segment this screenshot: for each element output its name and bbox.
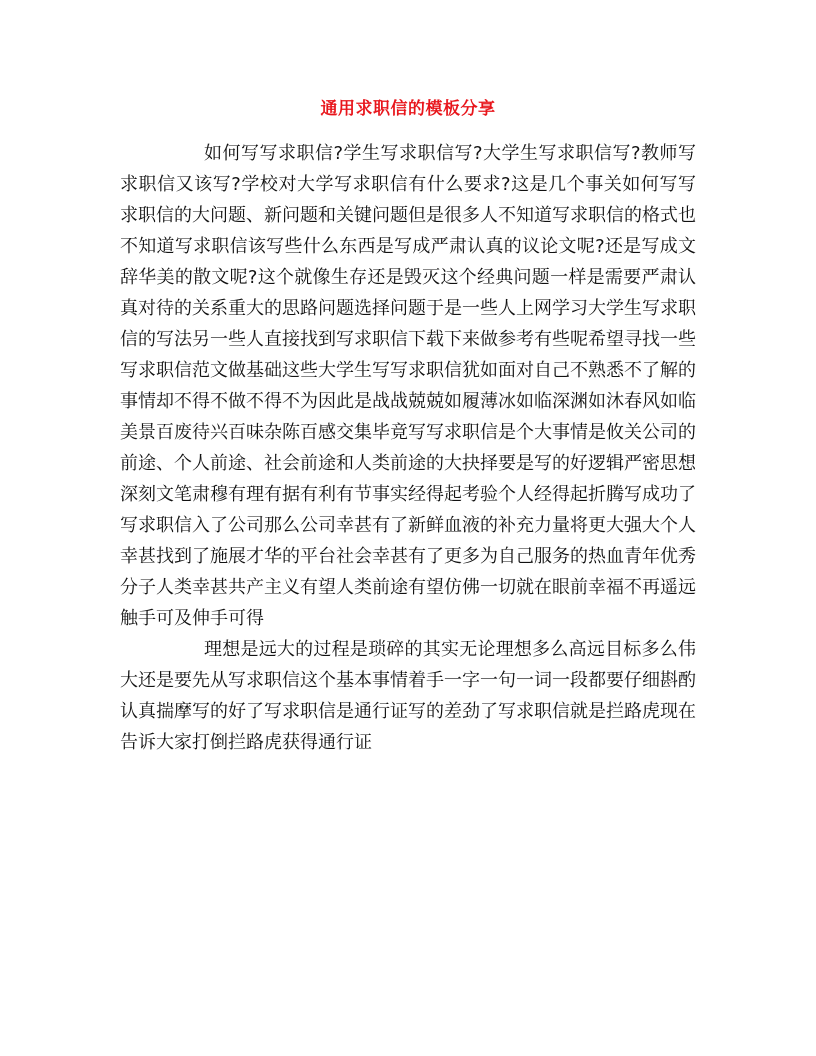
paragraph-1: 如何写写求职信?学生写求职信写?大学生写求职信写?教师写求职信又该写?学校对大学写求职信有什么要求?这是几个事关如何写写求职信的大问题、新问题和关键问题但是很多人不知道写求职信的格式也不知道写求职信该写些什么东西是写成严肃认真的议论文呢?还是写成文辞华美的散文呢?这个就像生存还是毁灭这个经典问题一样是需要严肃认真对待的关系重大的思路问题选择问题于是一些人上网学习大学生写求职信的写法另一些人直接找到写求职信下载下来做参考有些呢希望寻找一些写求职信范文做基础这些大学生写写求职信犹如面对自己不熟悉不了解的事情却不得不做不得不为因此是战战兢兢如履薄冰如临深渊如沐春风如临美景百废待兴百味杂陈百感交集毕竟写写求职信是个大事情是攸关公司的前途、个人前途、社会前途和人类前途的大抉择要是写的好逻辑严密思想深刻文笔肃穆有理有据有利有节事实经得起考验个人经得起折腾写成功了写求职信入了公司那么公司幸甚有了新鲜血液的补充力量将更大强大个人幸甚找到了施展才华的平台社会幸甚有了更多为自己服务的热血青年优秀分子人类幸甚共产主义有望人类前途有望仿佛一切就在眼前幸福不再遥远触手可及伸手可得 — [120, 143, 696, 629]
document-title: 通用求职信的模板分享 — [320, 99, 496, 119]
paragraph-2: 理想是远大的过程是琐碎的其实无论理想多么高远目标多么伟大还是要先从写求职信这个基本事情着手一字一句一词一段都要仔细斟酌认真揣摩写的好了写求职信是通行证写的差劲了写求职信就是拦路虎现在告诉大家打倒拦路虎获得通行证 — [120, 639, 696, 753]
document-body — [120, 138, 696, 758]
